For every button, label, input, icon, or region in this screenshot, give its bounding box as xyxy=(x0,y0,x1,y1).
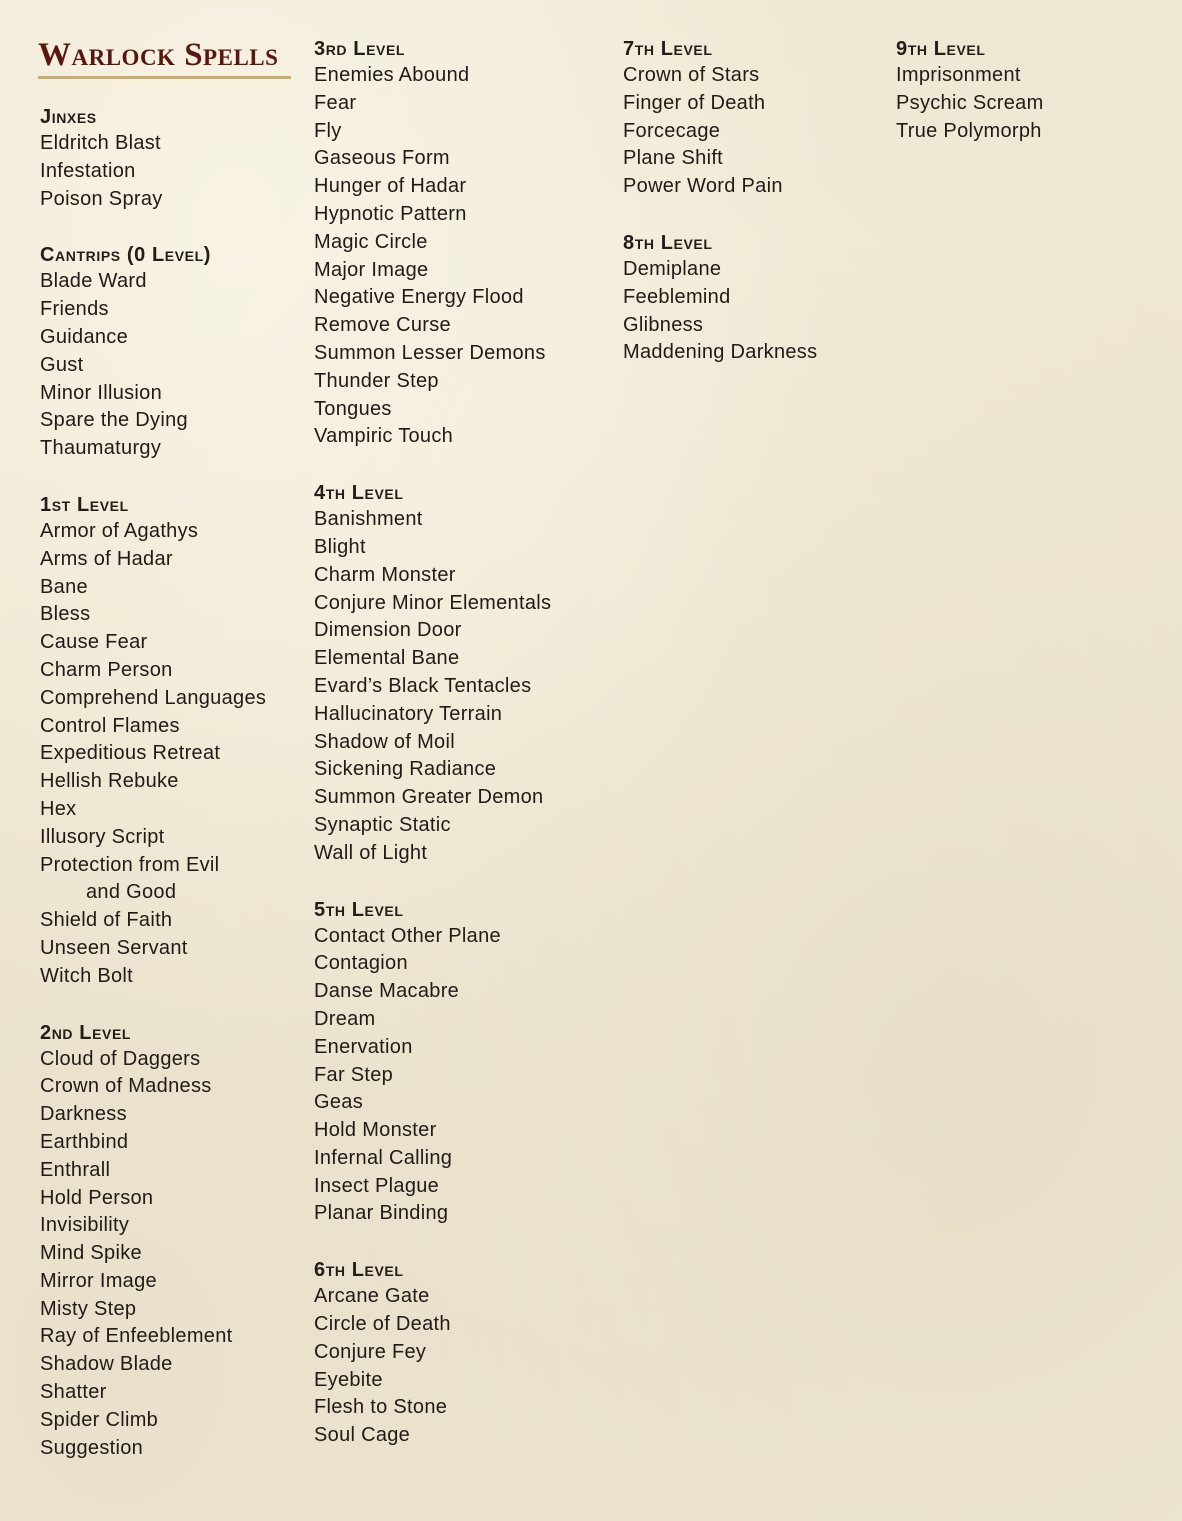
column-2 xyxy=(314,36,604,1479)
spell-item: Crown of Stars xyxy=(623,64,760,86)
spell-item: Cause Fear xyxy=(40,631,148,654)
spell-item: Conjure Fey xyxy=(314,1340,427,1363)
section-heading: 9th Level xyxy=(896,38,986,60)
spell-item: Thaumaturgy xyxy=(40,437,162,460)
spell-item: Hex xyxy=(40,797,77,820)
section-level-4 xyxy=(314,480,604,867)
spell-item: Far Step xyxy=(314,1063,394,1086)
spell-item: Charm Monster xyxy=(314,563,456,586)
spell-item: Enervation xyxy=(314,1035,413,1058)
spell-item: Witch Bolt xyxy=(40,964,134,987)
spell-item: Glibness xyxy=(623,313,704,336)
title-block xyxy=(40,36,295,79)
spell-item: Circle of Death xyxy=(314,1313,451,1336)
spell-item: Banishment xyxy=(314,508,423,531)
spell-item: Hold Person xyxy=(40,1186,154,1209)
spell-item: Tongues xyxy=(314,397,392,420)
spell-item: Shatter xyxy=(40,1381,107,1404)
spell-item: Hallucinatory Terrain xyxy=(314,702,503,725)
spell-item: Unseen Servant xyxy=(40,936,188,959)
spell-item: Summon Greater Demon xyxy=(314,786,544,809)
spell-list xyxy=(314,923,604,1229)
spell-item: Infernal Calling xyxy=(314,1146,453,1169)
spell-item: Sickening Radiance xyxy=(314,758,497,781)
column-1 xyxy=(40,36,295,1491)
section-heading: Jinxes xyxy=(40,106,97,128)
column-3 xyxy=(623,36,873,396)
spell-item: Shadow of Moil xyxy=(314,730,455,753)
spell-item: Insect Plague xyxy=(314,1174,440,1197)
spell-item: Suggestion xyxy=(40,1436,144,1459)
spell-item: Elemental Bane xyxy=(314,647,460,670)
spell-item: Blight xyxy=(314,535,366,558)
spell-item: Soul Cage xyxy=(314,1424,411,1447)
section-heading: 8th Level xyxy=(623,231,713,254)
spell-item: Poison Spray xyxy=(40,187,163,210)
spell-item: Danse Macabre xyxy=(314,980,460,1003)
spell-list xyxy=(623,62,873,201)
spell-item: Spare the Dying xyxy=(40,409,188,432)
section-jinxes xyxy=(40,104,295,213)
spell-item: Evard’s Black Tentacles xyxy=(314,674,532,697)
spell-item: Flesh to Stone xyxy=(314,1396,448,1419)
spell-item: Crown of Madness xyxy=(40,1075,212,1098)
spell-item: Gaseous Form xyxy=(314,147,450,170)
section-heading: 3rd Level xyxy=(314,38,406,60)
section-level-5 xyxy=(314,897,604,1229)
spell-item: Demiplane xyxy=(623,257,722,280)
spell-item: Shield of Faith xyxy=(40,909,173,932)
spell-item: Hypnotic Pattern xyxy=(314,202,467,225)
spell-item: Mirror Image xyxy=(40,1269,157,1292)
spell-item: Enthrall xyxy=(40,1158,111,1181)
spell-item: Mind Spike xyxy=(40,1242,142,1265)
column-4 xyxy=(896,36,1146,174)
spell-item: Shadow Blade xyxy=(40,1353,173,1376)
spell-item: Arcane Gate xyxy=(314,1285,430,1308)
spell-item: Maddening Darkness xyxy=(623,341,818,364)
section-level-7 xyxy=(623,36,873,201)
spell-item: Blade Ward xyxy=(40,270,147,293)
section-level-1 xyxy=(40,492,295,991)
section-level-2 xyxy=(40,1020,295,1463)
section-level-3 xyxy=(314,36,604,451)
spell-item: Enemies Abound xyxy=(314,64,470,86)
spell-item: Major Image xyxy=(314,258,429,281)
spell-list xyxy=(314,1283,604,1450)
spell-item: Bane xyxy=(40,575,88,598)
spell-item: Minor Illusion xyxy=(40,381,163,404)
spell-item: Fly xyxy=(314,119,342,142)
section-heading: 2nd Level xyxy=(40,1021,132,1044)
spell-list xyxy=(314,506,604,867)
spell-list xyxy=(40,1046,295,1463)
spell-item: Hunger of Hadar xyxy=(314,175,467,198)
spell-item: Finger of Death xyxy=(623,91,766,114)
section-level-6 xyxy=(314,1257,604,1450)
spell-item: Dimension Door xyxy=(314,619,462,642)
spell-item: Misty Step xyxy=(40,1297,137,1320)
spell-item: Dream xyxy=(314,1007,376,1030)
section-level-8 xyxy=(623,230,873,367)
spell-item: Thunder Step xyxy=(314,369,439,392)
section-heading: Cantrips (0 Level) xyxy=(40,244,212,267)
spell-item: Planar Binding xyxy=(314,1202,449,1225)
spell-item: Comprehend Languages xyxy=(40,686,267,709)
section-heading: 5th Level xyxy=(314,898,404,921)
spell-item: Protection from Evil xyxy=(40,853,220,876)
spell-item: Expeditious Retreat xyxy=(40,742,221,765)
spell-item: Ray of Enfeeblement xyxy=(40,1325,233,1348)
spell-item: Hellish Rebuke xyxy=(40,770,179,793)
spell-item: Arms of Hadar xyxy=(40,547,173,570)
spell-item: Eldritch Blast xyxy=(40,132,161,154)
spell-item: Bless xyxy=(40,603,91,626)
section-heading: 7th Level xyxy=(623,38,713,60)
spell-list xyxy=(40,130,295,213)
spell-item: Cloud of Daggers xyxy=(40,1047,201,1070)
section-heading: 6th Level xyxy=(314,1259,404,1282)
spell-item: Conjure Minor Elementals xyxy=(314,591,552,614)
spell-item: Control Flames xyxy=(40,714,180,737)
spell-item: and Good xyxy=(86,881,177,904)
spell-item: Psychic Scream xyxy=(896,91,1044,114)
spell-item: Magic Circle xyxy=(314,230,428,253)
spell-item: Spider Climb xyxy=(40,1408,159,1431)
spell-list xyxy=(40,268,295,463)
spell-item: Feeblemind xyxy=(623,285,731,308)
spell-item: Infestation xyxy=(40,159,136,182)
spell-item: Friends xyxy=(40,298,109,321)
spell-item: Invisibility xyxy=(40,1214,130,1237)
spell-item: Negative Energy Flood xyxy=(314,286,524,309)
spell-item: Contagion xyxy=(314,952,408,975)
spell-item: Guidance xyxy=(40,325,129,348)
spell-item: Illusory Script xyxy=(40,825,165,848)
spell-item: Gust xyxy=(40,353,84,376)
spell-item: True Polymorph xyxy=(896,119,1042,142)
spell-item: Imprisonment xyxy=(896,64,1021,86)
spell-item: Darkness xyxy=(40,1103,127,1126)
spell-list xyxy=(314,62,604,451)
spell-list xyxy=(623,256,873,367)
section-level-9 xyxy=(896,36,1146,145)
page-title: Warlock Spells xyxy=(38,36,291,79)
spell-item: Fear xyxy=(314,91,357,114)
section-heading: 4th Level xyxy=(314,482,404,505)
spell-item: Power Word Pain xyxy=(623,175,783,198)
spell-item: Hold Monster xyxy=(314,1119,437,1142)
spell-item: Eyebite xyxy=(314,1368,383,1391)
spell-item: Remove Curse xyxy=(314,314,451,337)
spell-item: Contact Other Plane xyxy=(314,924,501,947)
spell-item: Plane Shift xyxy=(623,147,724,170)
spell-item: Armor of Agathys xyxy=(40,519,199,542)
spell-item: Summon Lesser Demons xyxy=(314,341,546,364)
spell-list xyxy=(896,62,1146,145)
spell-item: Wall of Light xyxy=(314,841,428,864)
spell-item: Earthbind xyxy=(40,1130,129,1153)
spell-item: Vampiric Touch xyxy=(314,425,454,448)
spell-item: Forcecage xyxy=(623,119,721,142)
spell-item: Charm Person xyxy=(40,658,173,681)
section-heading: 1st Level xyxy=(40,493,129,516)
spell-list xyxy=(40,518,295,991)
spell-item: Geas xyxy=(314,1091,364,1114)
section-cantrips xyxy=(40,242,295,463)
spell-item: Synaptic Static xyxy=(314,813,451,836)
